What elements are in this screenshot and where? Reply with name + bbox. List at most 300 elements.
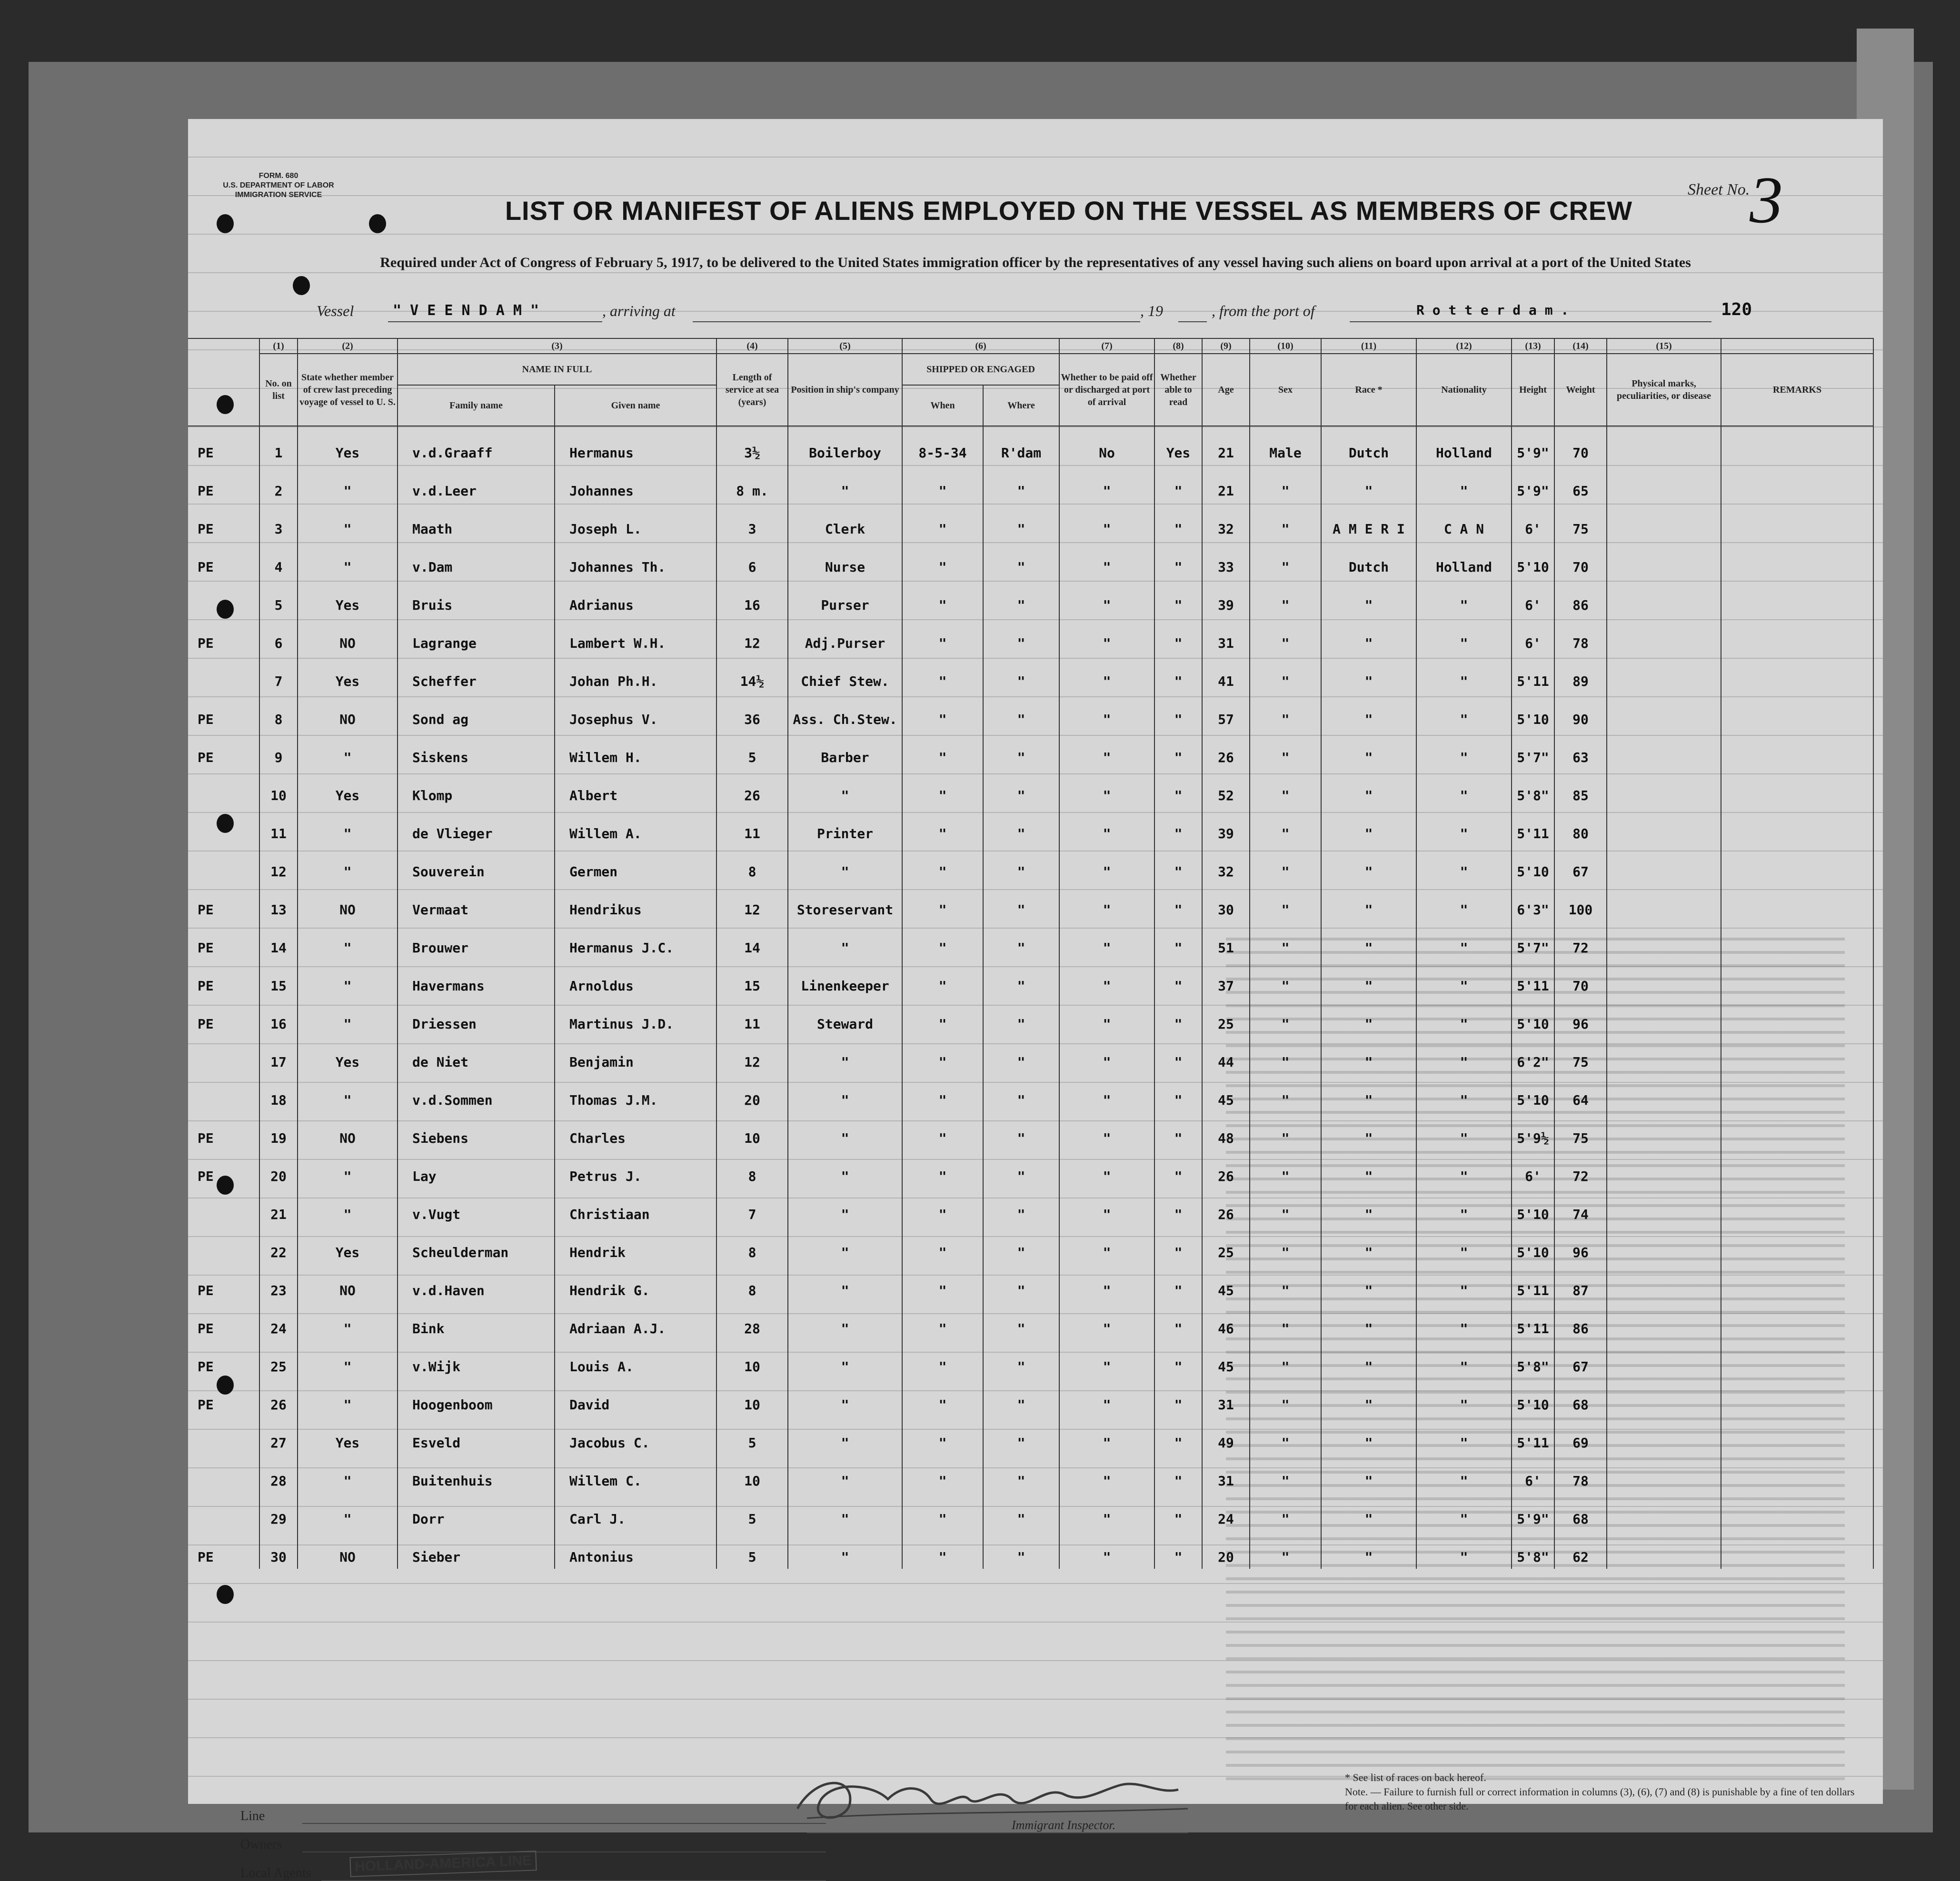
- nationality-text: ": [1460, 635, 1468, 651]
- family-name-text: Hoogenboom: [412, 1397, 493, 1413]
- nationality-text: ": [1460, 940, 1468, 956]
- manifest-table: [188, 338, 1874, 1569]
- cell-shipped-when: [902, 1455, 983, 1493]
- cell-length-of-service: [716, 503, 788, 541]
- cell-length-of-service: [716, 617, 788, 655]
- cell-able-to-read: [1154, 807, 1202, 845]
- cell-age: [1202, 1188, 1250, 1226]
- cell-race: [1321, 1340, 1416, 1378]
- cell-remarks: [1721, 426, 1873, 465]
- cell-length-of-service: [716, 693, 788, 731]
- cell-physical-marks: [1607, 921, 1721, 960]
- cell-shipped-where: [983, 731, 1059, 769]
- pe-mark: [188, 1455, 259, 1493]
- page-subtitle: Required under Act of Congress of February 5, 1917, to be delivered to the United States immigration officer by the representatives of any vessel having such aliens on board upon arrival at a port of the United States: [380, 255, 1691, 270]
- sex-text: ": [1281, 1511, 1290, 1527]
- pe-mark: [188, 579, 259, 617]
- cell-shipped-when: [902, 845, 983, 883]
- cell-row-number: [259, 1036, 298, 1074]
- cell-age: [1202, 1112, 1250, 1150]
- length-of-service-text: 5: [748, 1435, 756, 1451]
- race-text: ": [1364, 1016, 1373, 1032]
- cell-nationality: [1416, 1531, 1512, 1569]
- length-of-service-text: 8: [748, 864, 756, 880]
- cell-age: [1202, 1302, 1250, 1340]
- cell-able-to-read: [1154, 693, 1202, 731]
- cell-weight: [1554, 960, 1607, 998]
- cell-shipped-where: [983, 807, 1059, 845]
- row-number-text: 5: [274, 597, 283, 613]
- cell-weight: [1554, 1226, 1607, 1264]
- shipped-where-text: ": [1017, 1321, 1025, 1336]
- cell-paid-off: [1059, 1531, 1154, 1569]
- cell-position: [788, 693, 902, 731]
- paid-off-text: ": [1103, 1245, 1111, 1260]
- row-number-text: 29: [270, 1511, 287, 1527]
- family-name-text: de Niet: [412, 1054, 469, 1070]
- pe-mark-text: PE: [198, 1397, 214, 1413]
- cell-row-number: [259, 1493, 298, 1531]
- given-name-text: Adriaan A.J.: [569, 1321, 666, 1336]
- cell-sex: [1250, 1416, 1321, 1455]
- given-name-text: Joseph L.: [569, 521, 642, 537]
- manifest-page: [188, 119, 1883, 1881]
- cell-sex: [1250, 769, 1321, 807]
- nationality-text: ": [1460, 1435, 1468, 1451]
- given-name-text: Charles: [569, 1130, 626, 1146]
- col-when: When: [902, 385, 983, 426]
- cell-weight: [1554, 731, 1607, 769]
- able-to-read-text: ": [1174, 559, 1183, 575]
- cell-able-to-read: [1154, 1531, 1202, 1569]
- shipped-where-text: ": [1017, 978, 1025, 994]
- cell-position: [788, 617, 902, 655]
- cell-position: [788, 1493, 902, 1531]
- shipped-when-text: ": [938, 559, 947, 575]
- cell-family-name: [398, 1340, 555, 1378]
- pe-mark-text: [188, 610, 198, 614]
- position-text: Steward: [816, 1016, 873, 1032]
- cell-family-name: [398, 465, 555, 503]
- footer-notes: [1345, 1771, 1869, 1813]
- cell-physical-marks: [1607, 1264, 1721, 1302]
- cell-remarks: [1721, 693, 1873, 731]
- length-of-service-text: 10: [744, 1473, 760, 1489]
- weight-text: 90: [1572, 712, 1589, 727]
- cell-height: [1512, 1531, 1554, 1569]
- cell-race: [1321, 655, 1416, 693]
- line-label: Line: [240, 1809, 265, 1823]
- cell-nationality: [1416, 731, 1512, 769]
- cell-race: [1321, 1531, 1416, 1569]
- cell-nationality: [1416, 579, 1512, 617]
- pe-mark: [188, 807, 259, 845]
- cell-height: [1512, 998, 1554, 1036]
- weight-text: 72: [1572, 1168, 1589, 1184]
- height-text: 5'10: [1517, 1397, 1549, 1413]
- row-number-text: 24: [270, 1321, 287, 1336]
- vessel-label: Vessel: [317, 302, 354, 319]
- col-remarks: REMARKS: [1721, 354, 1873, 426]
- cell-length-of-service: [716, 1302, 788, 1340]
- nationality-text: ": [1460, 1168, 1468, 1184]
- pe-mark: [188, 426, 259, 465]
- paid-off-text: ": [1103, 597, 1111, 613]
- cell-position: [788, 1455, 902, 1493]
- height-text: 5'8": [1517, 788, 1549, 803]
- family-name-text: Havermans: [412, 978, 485, 994]
- binder-hole: [217, 214, 234, 233]
- row-number-text: 17: [270, 1054, 287, 1070]
- cell-nationality: [1416, 1112, 1512, 1150]
- cell-weight: [1554, 1531, 1607, 1569]
- cell-position: [788, 465, 902, 503]
- cell-weight: [1554, 1378, 1607, 1416]
- family-name-text: Brouwer: [412, 940, 469, 956]
- shipped-when-text: ": [938, 521, 947, 537]
- cell-sex: [1250, 1340, 1321, 1378]
- sex-text: ": [1281, 673, 1290, 689]
- cell-height: [1512, 1036, 1554, 1074]
- cell-weight: [1554, 503, 1607, 541]
- cell-family-name: [398, 1150, 555, 1188]
- paid-off-text: ": [1103, 978, 1111, 994]
- nationality-text: ": [1460, 1473, 1468, 1489]
- cell-race: [1321, 1378, 1416, 1416]
- length-of-service-text: 3: [748, 521, 756, 537]
- row-number-text: 18: [270, 1092, 287, 1108]
- cell-physical-marks: [1607, 465, 1721, 503]
- age-text: 39: [1218, 597, 1234, 613]
- family-name-text: Esveld: [412, 1435, 461, 1451]
- cell-physical-marks: [1607, 503, 1721, 541]
- weight-text: 62: [1572, 1549, 1589, 1565]
- cell-weight: [1554, 1455, 1607, 1493]
- cell-shipped-when: [902, 617, 983, 655]
- family-name-text: Lay: [412, 1168, 437, 1184]
- cell-row-number: [259, 883, 298, 921]
- cell-paid-off: [1059, 1416, 1154, 1455]
- length-of-service-text: 28: [744, 1321, 760, 1336]
- cell-nationality: [1416, 655, 1512, 693]
- cell-nationality: [1416, 1493, 1512, 1531]
- previous-voyage-text: Yes: [335, 597, 360, 613]
- height-text: 6': [1525, 1473, 1541, 1489]
- age-text: 20: [1218, 1549, 1234, 1565]
- cell-physical-marks: [1607, 1340, 1721, 1378]
- cell-paid-off: [1059, 655, 1154, 693]
- age-text: 45: [1218, 1283, 1234, 1298]
- position-text: ": [841, 788, 849, 803]
- cell-length-of-service: [716, 1493, 788, 1531]
- cell-nationality: [1416, 1340, 1512, 1378]
- able-to-read-text: ": [1174, 1054, 1183, 1070]
- cell-paid-off: [1059, 426, 1154, 465]
- cell-weight: [1554, 1036, 1607, 1074]
- age-text: 32: [1218, 864, 1234, 880]
- pe-mark: [188, 1378, 259, 1416]
- cell-able-to-read: [1154, 921, 1202, 960]
- height-text: 6': [1525, 597, 1541, 613]
- cell-height: [1512, 1264, 1554, 1302]
- age-text: 46: [1218, 1321, 1234, 1336]
- col-num-13: (13): [1512, 338, 1554, 354]
- nationality-text: C A N: [1443, 521, 1484, 537]
- given-name-text: Antonius: [569, 1549, 634, 1565]
- table-row: [188, 1264, 1873, 1302]
- cell-able-to-read: [1154, 1188, 1202, 1226]
- cell-race: [1321, 465, 1416, 503]
- cell-weight: [1554, 1493, 1607, 1531]
- shipped-where-text: ": [1017, 1054, 1025, 1070]
- col-num-remarks: [1721, 338, 1873, 354]
- col-nationality: Nationality: [1416, 354, 1512, 426]
- cell-shipped-where: [983, 655, 1059, 693]
- cell-paid-off: [1059, 1074, 1154, 1112]
- previous-voyage-text: ": [343, 826, 352, 842]
- race-text: A M E R I: [1333, 521, 1405, 537]
- paid-off-text: ": [1103, 788, 1111, 803]
- height-text: 5'11: [1517, 978, 1549, 994]
- cell-given-name: [555, 807, 716, 845]
- cell-given-name: [555, 426, 716, 465]
- weight-text: 68: [1572, 1511, 1589, 1527]
- cell-previous-voyage: [298, 1036, 398, 1074]
- height-text: 5'9": [1517, 483, 1549, 499]
- cell-row-number: [259, 1226, 298, 1264]
- cell-sex: [1250, 845, 1321, 883]
- cell-height: [1512, 655, 1554, 693]
- previous-voyage-text: Yes: [335, 445, 360, 461]
- shipped-when-text: ": [938, 940, 947, 956]
- cell-able-to-read: [1154, 1226, 1202, 1264]
- age-text: 33: [1218, 559, 1234, 575]
- shipped-where-text: ": [1017, 1435, 1025, 1451]
- weight-text: 86: [1572, 1321, 1589, 1336]
- weight-text: 63: [1572, 750, 1589, 765]
- cell-family-name: [398, 1226, 555, 1264]
- col-shipped-or-engaged: SHIPPED OR ENGAGED: [902, 354, 1059, 385]
- table-row: [188, 921, 1873, 960]
- shipped-when-text: ": [938, 1130, 947, 1146]
- cell-height: [1512, 921, 1554, 960]
- race-text: ": [1364, 902, 1373, 918]
- shipped-when-text: ": [938, 712, 947, 727]
- pe-mark: [188, 1264, 259, 1302]
- binder-hole: [217, 1585, 234, 1604]
- pe-mark-text: PE: [198, 445, 214, 461]
- cell-paid-off: [1059, 1112, 1154, 1150]
- cell-able-to-read: [1154, 883, 1202, 921]
- pe-mark-text: [188, 1219, 198, 1223]
- cell-remarks: [1721, 1416, 1873, 1455]
- cell-race: [1321, 503, 1416, 541]
- able-to-read-text: ": [1174, 902, 1183, 918]
- cell-sex: [1250, 1302, 1321, 1340]
- able-to-read-text: ": [1174, 864, 1183, 880]
- cell-remarks: [1721, 1455, 1873, 1493]
- cell-weight: [1554, 1074, 1607, 1112]
- able-to-read-text: ": [1174, 1473, 1183, 1489]
- nationality-text: ": [1460, 673, 1468, 689]
- cell-row-number: [259, 1340, 298, 1378]
- cell-row-number: [259, 1150, 298, 1188]
- cell-sex: [1250, 1493, 1321, 1531]
- agents-stamp: HOLLAND-AMERICA LINE: [349, 1851, 537, 1877]
- cell-row-number: [259, 731, 298, 769]
- inspector-underline: [807, 1832, 1188, 1833]
- height-text: 5'11: [1517, 826, 1549, 842]
- nationality-text: ": [1460, 1283, 1468, 1298]
- race-text: ": [1364, 1207, 1373, 1222]
- cell-age: [1202, 1074, 1250, 1112]
- cell-given-name: [555, 1531, 716, 1569]
- position-text: Adj.Purser: [805, 635, 885, 651]
- cell-sex: [1250, 579, 1321, 617]
- position-text: ": [841, 1435, 849, 1451]
- sheet-number: 3: [1750, 163, 1783, 237]
- cell-shipped-where: [983, 921, 1059, 960]
- previous-voyage-text: ": [343, 1321, 352, 1336]
- cell-race: [1321, 921, 1416, 960]
- length-of-service-text: 12: [744, 635, 760, 651]
- cell-remarks: [1721, 1340, 1873, 1378]
- paid-off-text: ": [1103, 826, 1111, 842]
- cell-family-name: [398, 1112, 555, 1150]
- cell-previous-voyage: [298, 998, 398, 1036]
- given-name-text: Josephus V.: [569, 712, 658, 727]
- height-text: 5'8": [1517, 1359, 1549, 1375]
- sex-text: ": [1281, 750, 1290, 765]
- cell-nationality: [1416, 541, 1512, 579]
- height-text: 5'10: [1517, 864, 1549, 880]
- shipped-when-text: ": [938, 902, 947, 918]
- col-num-3: (3): [398, 338, 716, 354]
- able-to-read-text: ": [1174, 1016, 1183, 1032]
- cell-previous-voyage: [298, 503, 398, 541]
- cell-sex: [1250, 1378, 1321, 1416]
- cell-remarks: [1721, 998, 1873, 1036]
- row-number-text: 2: [274, 483, 283, 499]
- cell-row-number: [259, 617, 298, 655]
- shipped-where-text: ": [1017, 712, 1025, 727]
- cell-given-name: [555, 579, 716, 617]
- cell-weight: [1554, 1150, 1607, 1188]
- shipped-where-text: ": [1017, 788, 1025, 803]
- weight-text: 70: [1572, 445, 1589, 461]
- previous-voyage-text: Yes: [335, 1054, 360, 1070]
- cell-able-to-read: [1154, 426, 1202, 465]
- cell-race: [1321, 1302, 1416, 1340]
- row-number-text: 20: [270, 1168, 287, 1184]
- local-agents-label: Local Agents: [240, 1866, 311, 1881]
- cell-weight: [1554, 465, 1607, 503]
- port-name: R o t t e r d a m .: [1416, 302, 1569, 318]
- length-of-service-text: 8: [748, 1283, 756, 1298]
- pe-mark: [188, 1112, 259, 1150]
- position-text: ": [841, 1321, 849, 1336]
- cell-shipped-when: [902, 807, 983, 845]
- col-sex: Sex: [1250, 354, 1321, 426]
- height-text: 6'2": [1517, 1054, 1549, 1070]
- paid-off-text: ": [1103, 750, 1111, 765]
- sex-text: ": [1281, 864, 1290, 880]
- age-text: 31: [1218, 635, 1234, 651]
- paid-off-text: ": [1103, 1016, 1111, 1032]
- cell-sex: [1250, 541, 1321, 579]
- cell-sex: [1250, 1112, 1321, 1150]
- cell-position: [788, 1150, 902, 1188]
- cell-race: [1321, 998, 1416, 1036]
- manifest-number: 120: [1721, 300, 1752, 319]
- cell-age: [1202, 655, 1250, 693]
- length-of-service-text: 5: [748, 1549, 756, 1565]
- cell-age: [1202, 1455, 1250, 1493]
- inspector-label: Immigrant Inspector.: [1012, 1818, 1116, 1832]
- cell-able-to-read: [1154, 503, 1202, 541]
- cell-paid-off: [1059, 503, 1154, 541]
- pe-mark-text: PE: [198, 635, 214, 651]
- pe-mark-text: [188, 1257, 198, 1261]
- cell-weight: [1554, 883, 1607, 921]
- age-text: 25: [1218, 1016, 1234, 1032]
- race-text: ": [1364, 1511, 1373, 1527]
- cell-position: [788, 503, 902, 541]
- cell-length-of-service: [716, 541, 788, 579]
- cell-row-number: [259, 1302, 298, 1340]
- able-to-read-text: ": [1174, 635, 1183, 651]
- cell-previous-voyage: [298, 1188, 398, 1226]
- family-name-text: Siebens: [412, 1130, 469, 1146]
- shipped-where-text: ": [1017, 483, 1025, 499]
- cell-sex: [1250, 1531, 1321, 1569]
- given-name-text: Hendrikus: [569, 902, 642, 918]
- family-name-text: Scheffer: [412, 673, 477, 689]
- cell-sex: [1250, 465, 1321, 503]
- cell-age: [1202, 845, 1250, 883]
- cell-row-number: [259, 1378, 298, 1416]
- cell-previous-voyage: [298, 1264, 398, 1302]
- able-to-read-text: Yes: [1166, 445, 1191, 461]
- cell-nationality: [1416, 1188, 1512, 1226]
- race-text: ": [1364, 1321, 1373, 1336]
- weight-text: 69: [1572, 1435, 1589, 1451]
- shipped-when-text: ": [938, 1245, 947, 1260]
- cell-height: [1512, 617, 1554, 655]
- length-of-service-text: 36: [744, 712, 760, 727]
- height-text: 5'11: [1517, 1321, 1549, 1336]
- age-text: 57: [1218, 712, 1234, 727]
- cell-shipped-where: [983, 960, 1059, 998]
- cell-shipped-when: [902, 1340, 983, 1378]
- cell-height: [1512, 1112, 1554, 1150]
- cell-sex: [1250, 1188, 1321, 1226]
- length-of-service-text: 12: [744, 902, 760, 918]
- cell-given-name: [555, 1340, 716, 1378]
- cell-family-name: [398, 617, 555, 655]
- height-text: 5'10: [1517, 1207, 1549, 1222]
- cell-nationality: [1416, 1416, 1512, 1455]
- pe-mark: [188, 883, 259, 921]
- able-to-read-text: ": [1174, 1321, 1183, 1336]
- previous-voyage-text: NO: [339, 902, 356, 918]
- previous-voyage-text: ": [343, 1359, 352, 1375]
- cell-given-name: [555, 1226, 716, 1264]
- family-name-text: Vermaat: [412, 902, 469, 918]
- line-underline: [302, 1823, 826, 1824]
- pe-mark: [188, 1493, 259, 1531]
- cell-length-of-service: [716, 1531, 788, 1569]
